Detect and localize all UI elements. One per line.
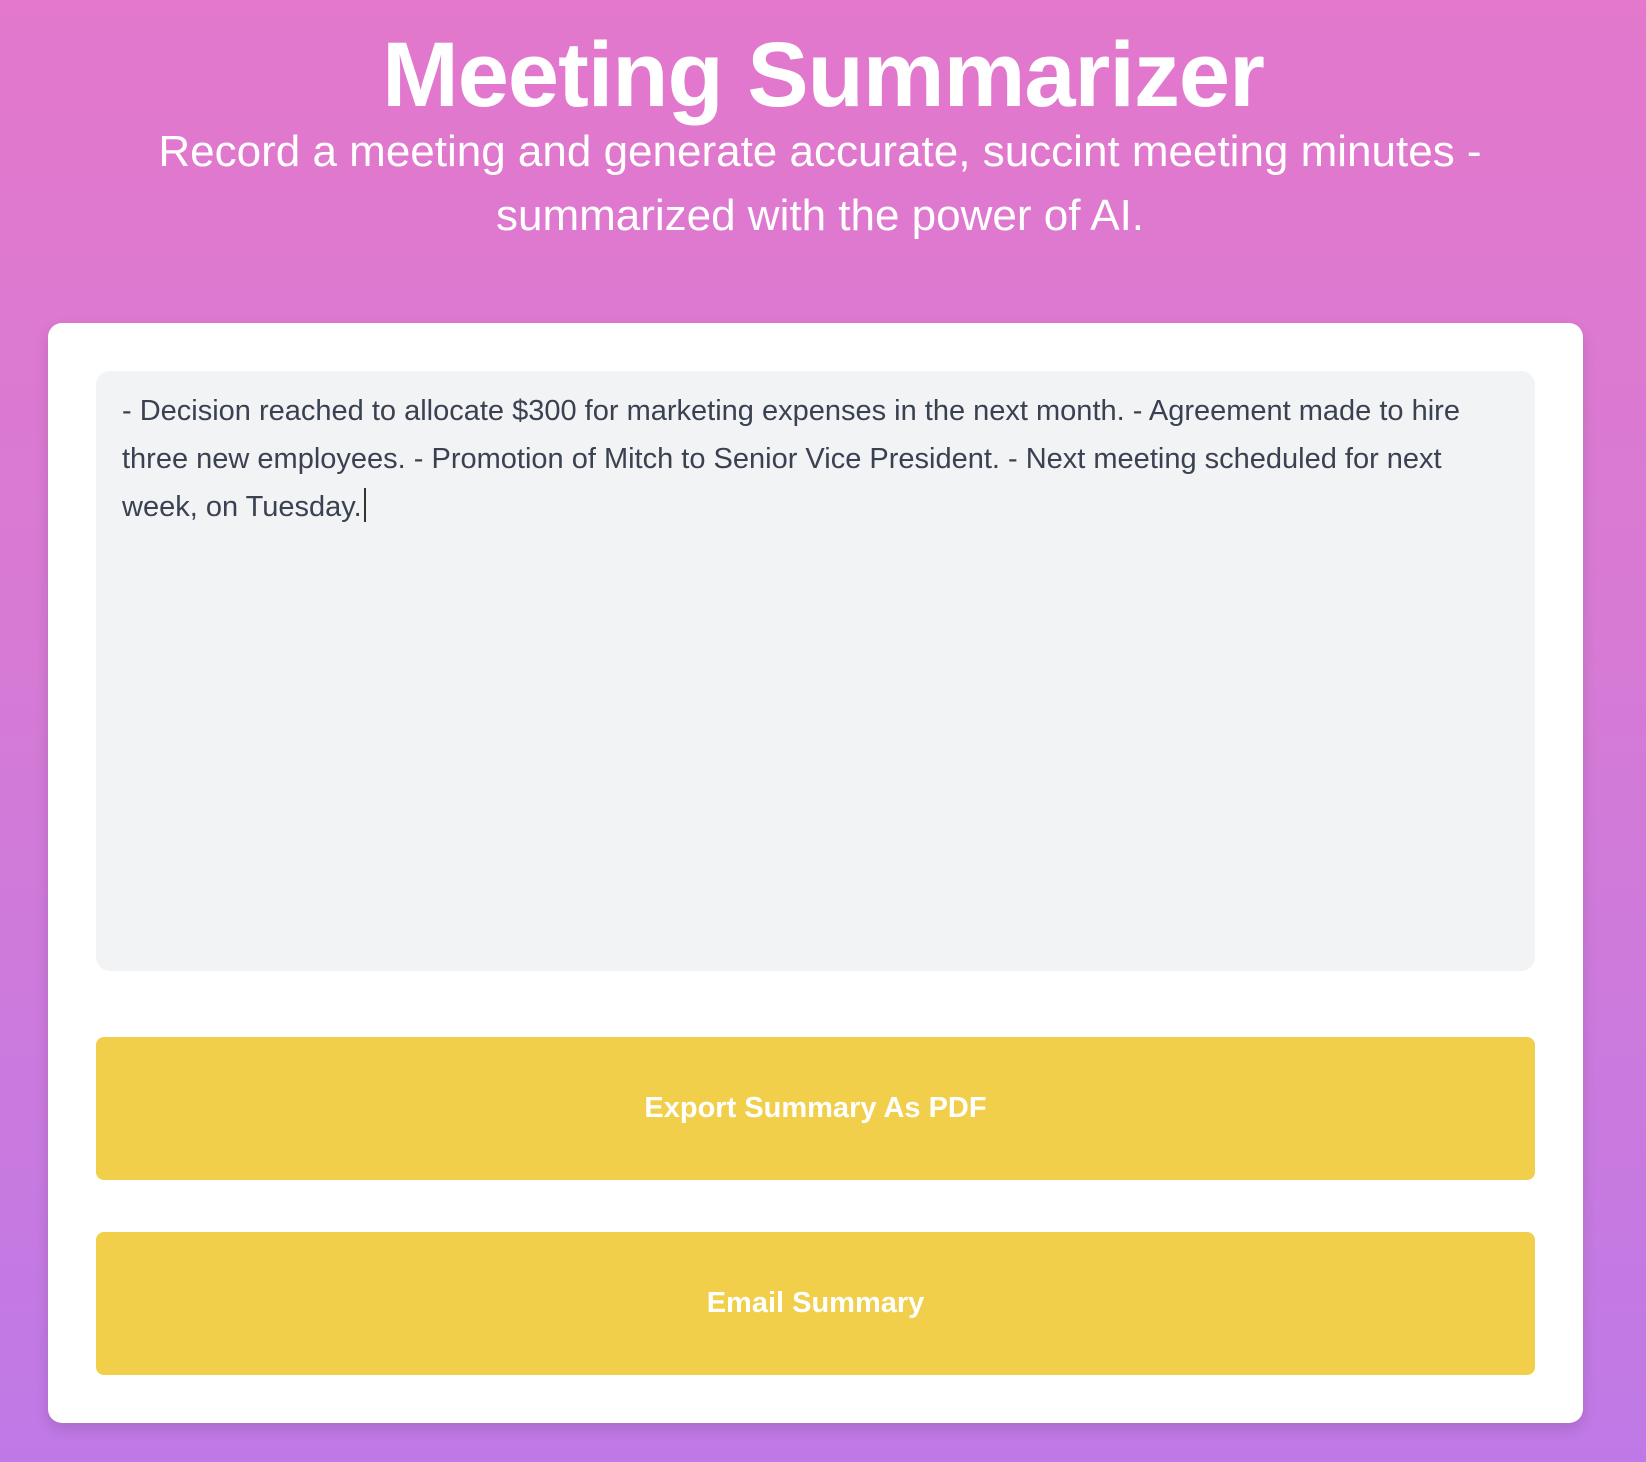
email-summary-button[interactable]: Email Summary	[96, 1232, 1535, 1375]
page-subtitle: Record a meeting and generate accurate, succint meeting minutes - summarized with the power of AI.	[158, 127, 1482, 240]
summary-text-area[interactable]	[96, 371, 1535, 971]
page-title: Meeting Summarizer	[382, 24, 1264, 126]
summary-card	[48, 323, 1583, 1423]
export-pdf-button[interactable]: Export Summary As PDF	[96, 1037, 1535, 1180]
text-cursor	[364, 488, 366, 522]
summary-text: - Decision reached to allocate $300 for marketing expenses in the next month. - Agreement made to hire three new employees. - Promotion of Mitch to Senior Vice President. - Next meeting scheduled for next week, on Tuesday.	[122, 395, 1460, 523]
